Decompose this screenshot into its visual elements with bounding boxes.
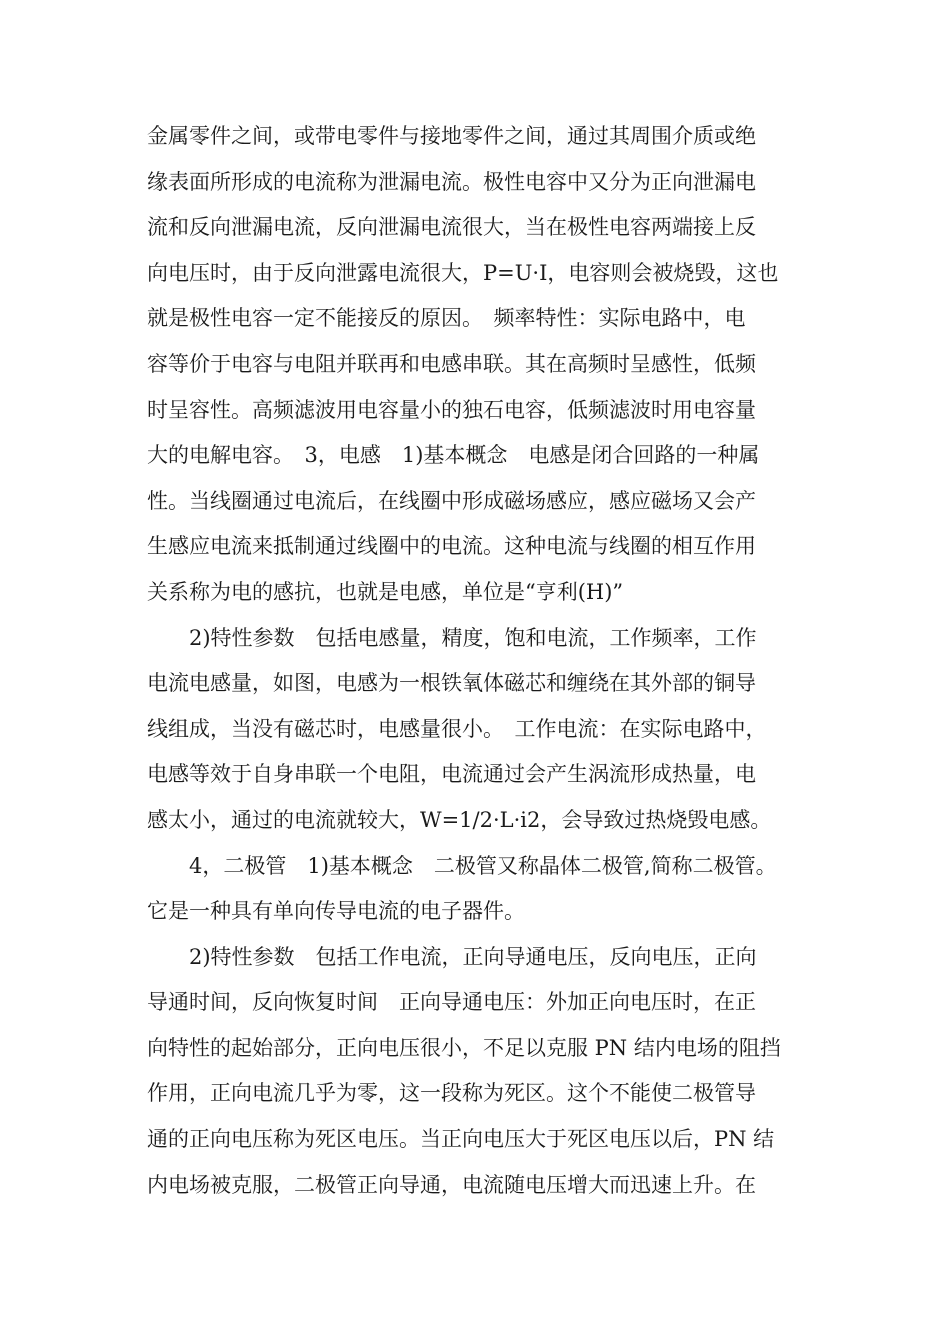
text-line: 性。当线圈通过电流后，在线圈中形成磁场感应，感应磁场又会产: [147, 488, 756, 513]
body-text: [147, 114, 817, 1208]
text-line: 感太小，通过的电流就较大，W=1/2·L·i2，会导致过热烧毁电感。: [147, 807, 772, 832]
text-line: 大的电解电容。 3，电感 1)基本概念 电感是闭合回路的一种属: [147, 443, 760, 468]
text-line: 时呈容性。高频滤波用电容量小的独石电容，低频滤波时用电容量: [147, 397, 756, 422]
text-line: 通的正向电压称为死区电压。当正向电压大于死区电压以后，PN 结: [147, 1127, 775, 1152]
text-line: 关系称为电的感抗，也就是电感，单位是“亨利(H)”: [147, 579, 624, 604]
text-line: 向电压时，由于反向泄露电流很大，P=U·I，电容则会被烧毁，这也: [147, 260, 779, 285]
text-line: 电感等效于自身串联一个电阻，电流通过会产生涡流形成热量，电: [147, 762, 756, 787]
text-line: 作用，正向电流几乎为零，这一段称为死区。这个不能使二极管导: [147, 1081, 756, 1106]
text-line: 4，二极管 1)基本概念 二极管又称晶体二极管,简称二极管。: [189, 853, 777, 878]
text-line: 流和反向泄漏电流，反向泄漏电流很大，当在极性电容两端接上反: [147, 215, 756, 240]
text-line: 容等价于电容与电阻并联再和电感串联。其在高频时呈感性，低频: [147, 351, 756, 376]
text-line: 金属零件之间，或带电零件与接地零件之间，通过其周围介质或绝: [147, 124, 756, 148]
text-line: 内电场被克服，二极管正向导通，电流随电压增大而迅速上升。在: [147, 1172, 756, 1197]
text-line: 导通时间，反向恢复时间 正向导通电压：外加正向电压时，在正: [147, 990, 756, 1015]
text-line: 缘表面所形成的电流称为泄漏电流。极性电容中又分为正向泄漏电: [147, 169, 756, 194]
text-line: 2)特性参数 包括电感量，精度，饱和电流，工作频率，工作: [189, 625, 757, 650]
text-line: 线组成，当没有磁芯时，电感量很小。 工作电流：在实际电路中，: [147, 716, 767, 741]
text-line: 向特性的起始部分，正向电压很小，不足以克服 PN 结内电场的阻挡: [147, 1035, 781, 1060]
text-line: 电流电感量，如图，电感为一根铁氧体磁芯和缠绕在其外部的铜导: [147, 671, 756, 696]
text-line: 就是极性电容一定不能接反的原因。 频率特性：实际电路中，电: [147, 306, 746, 331]
text-line: 2)特性参数 包括工作电流，正向导通电压，反向电压，正向: [189, 944, 757, 969]
text-line: 生感应电流来抵制通过线圈中的电流。这种电流与线圈的相互作用: [147, 534, 756, 559]
text-line: 它是一种具有单向传导电流的电子器件。: [147, 899, 525, 924]
